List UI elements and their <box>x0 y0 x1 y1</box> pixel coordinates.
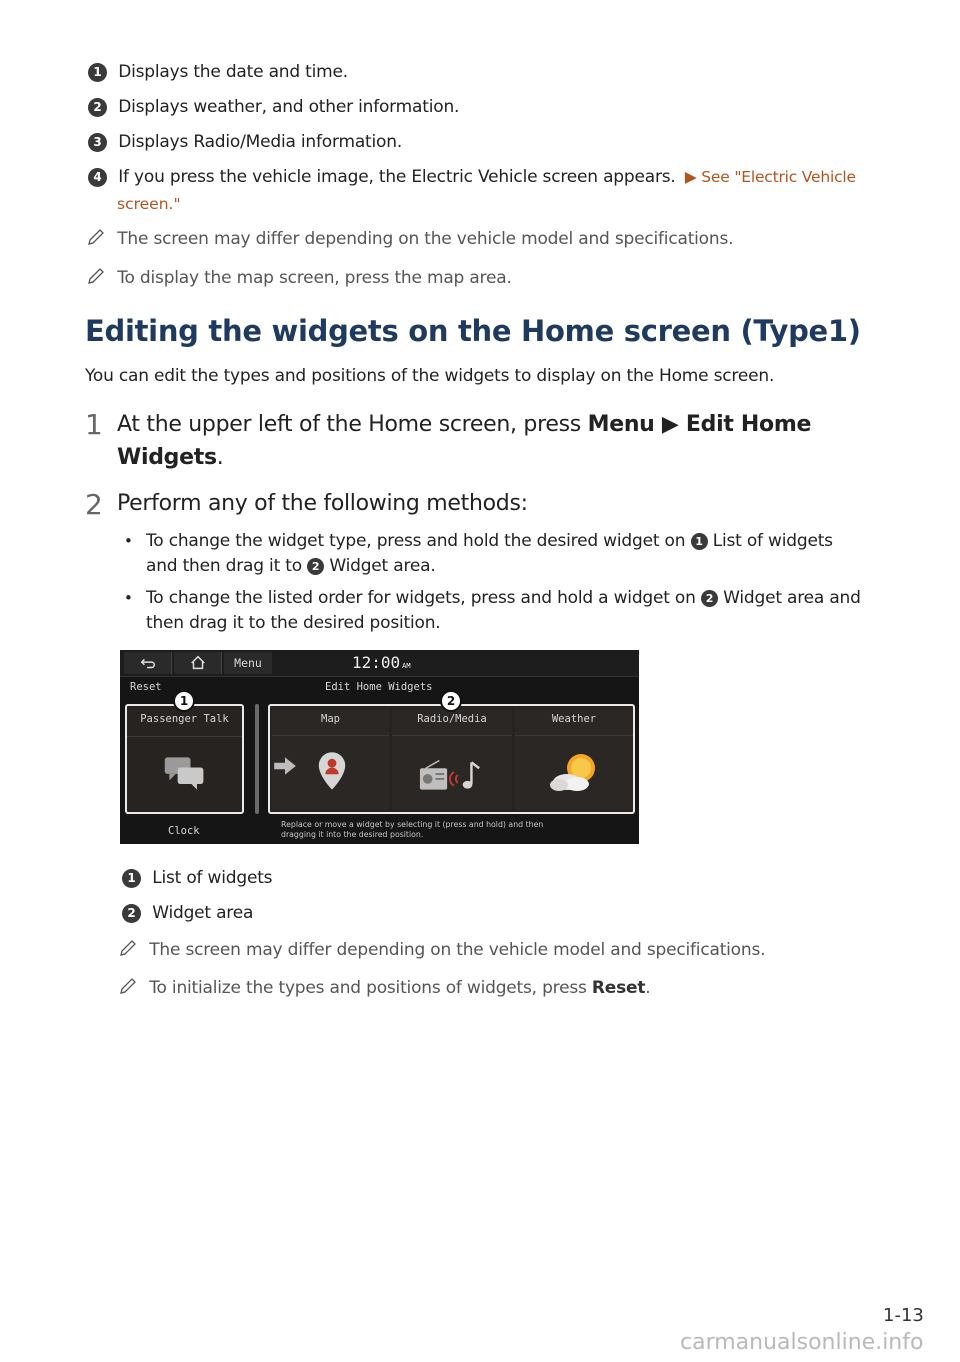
step-number-2: 2 <box>85 488 103 521</box>
menu-label: Menu <box>587 412 655 437</box>
callout-1: 1 <box>173 690 195 712</box>
number-badge: 1 <box>88 63 107 82</box>
intro-item-1: 1 Displays the date and time. <box>88 62 348 82</box>
callout-2: 2 <box>440 690 462 712</box>
menu-button[interactable]: Menu <box>224 652 272 674</box>
intro-item-3: 3 Displays Radio/Media information. <box>88 132 402 152</box>
cross-reference-link[interactable]: ▶ See "Electric Vehicle <box>684 168 856 186</box>
edit-home-widgets-screen <box>120 650 639 844</box>
radio-music-icon <box>418 758 486 794</box>
note-4: To initialize the types and positions of widgets, press Reset. <box>118 976 651 998</box>
number-badge: 2 <box>88 98 107 117</box>
list-scrollbar[interactable] <box>255 704 259 814</box>
watermark: carmanualsonline.info <box>680 1330 924 1355</box>
widget-list-card[interactable] <box>125 704 244 814</box>
pencil-icon <box>86 227 106 247</box>
screen-title: Edit Home Widgets <box>325 681 433 693</box>
reset-button[interactable]: Reset <box>130 681 162 693</box>
hint-text: Replace or move a widget by selecting it (press and hold) and then dragging it into the desired position. <box>281 820 544 839</box>
map-pin-icon <box>315 750 349 794</box>
widget-slot-map[interactable]: Map <box>272 708 389 810</box>
section-intro: You can edit the types and positions of the widgets to display on the Home screen. <box>85 366 775 386</box>
widget-slot-weather[interactable]: Weather <box>515 708 633 810</box>
note-1: The screen may differ depending on the vehicle model and specifications. <box>86 227 733 249</box>
page-number: 1-13 <box>883 1305 924 1326</box>
number-badge: 2 <box>122 904 141 923</box>
step-1-text: At the upper left of the Home screen, press Menu ▶ Edit Home Widgets. <box>117 412 812 470</box>
home-button[interactable] <box>174 652 222 674</box>
clock-time: 12:00 AM <box>352 653 411 672</box>
number-badge: 4 <box>88 168 107 187</box>
legend-item-2: 2 Widget area <box>122 903 253 923</box>
widget-slot-radio-media[interactable]: Radio/Media <box>392 708 512 810</box>
widgets-label: Widgets <box>117 445 217 470</box>
number-badge: 2 <box>701 590 718 607</box>
bullet-1: • To change the widget type, press and hold the desired widget on 1 List of widgets and then drag it to 2 Widget area. <box>124 531 833 576</box>
pencil-icon <box>86 266 106 286</box>
number-badge: 2 <box>307 558 324 575</box>
number-badge: 3 <box>88 133 107 152</box>
step-2-text: Perform any of the following methods: <box>117 491 528 516</box>
reset-label: Reset <box>591 978 646 998</box>
home-icon <box>189 654 207 672</box>
back-button[interactable] <box>124 652 172 674</box>
note-2: To display the map screen, press the map area. <box>86 266 512 288</box>
intro-item-2: 2 Displays weather, and other information. <box>88 97 459 117</box>
note-3: The screen may differ depending on the vehicle model and specifications. <box>118 938 765 960</box>
pencil-icon <box>118 938 138 958</box>
cross-reference-link-cont[interactable]: screen." <box>117 195 181 213</box>
widget-area-card[interactable] <box>268 704 635 814</box>
number-badge: 1 <box>691 533 708 550</box>
passenger-talk-label: Passenger Talk <box>140 713 229 725</box>
chat-bubbles-icon <box>162 754 208 792</box>
pencil-icon <box>118 976 138 996</box>
drag-arrow-icon <box>272 755 298 777</box>
step-number-1: 1 <box>85 408 103 441</box>
intro-item-4: 4 If you press the vehicle image, the Electric Vehicle screen appears. ▶ See "Electric Vehicle <box>88 167 878 187</box>
legend-item-1: 1 List of widgets <box>122 868 272 888</box>
back-arrow-icon <box>139 654 157 672</box>
bullet-2: • To change the listed order for widgets, press and hold a widget on 2 Widget area and then drag it to the desired position. <box>124 588 861 633</box>
clock-widget-label[interactable]: Clock <box>168 825 200 837</box>
section-title: Editing the widgets on the Home screen (Type1) <box>85 314 861 348</box>
edit-home-label: Edit Home <box>685 412 812 437</box>
weather-sun-cloud-icon <box>545 750 605 794</box>
number-badge: 1 <box>122 869 141 888</box>
